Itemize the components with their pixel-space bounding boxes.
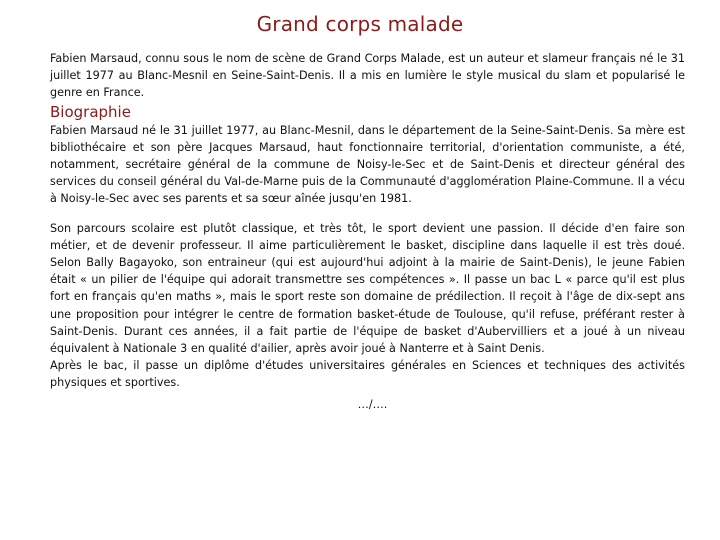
biography-paragraph-3: Après le bac, il passe un diplôme d'études universitaires générales en Sciences et techniques des activités physiques et sportives. bbox=[50, 359, 685, 390]
intro-paragraph: Fabien Marsaud, connu sous le nom de scène de Grand Corps Malade, est un auteur et slameur français né le 31 juillet 1977 au Blanc-Mesnil en Seine-Saint-Denis. Il a mis en lumière le style musical du slam et popularisé le genre en France. bbox=[50, 52, 685, 100]
biography-paragraph-2: Son parcours scolaire est plutôt classique, et très tôt, le sport devient une passion. Il décide d'en faire son métier, et de devenir professeur. Il aime particulièrement le basket, discipline dans laquelle il est très doué. Selon Bally Bagayoko, son entraineur (qui est aujourd'hui adjoint à la mairie de Saint-Denis), le jeune Fabien était « un pilier de l'équipe qui adorait transmettre ses compétences ». Il passe un bac L « parce qu'il est plus fort en français qu'en maths », mais le sport reste son domaine de prédilection. Il reçoit à l'âge de dix-sept ans une proposition pour intégrer le centre de formation basket-étude de Toulouse, qu'il refuse, préférant rester à Saint-Denis. Durant ces années, il a fait partie de l'équipe de basket d'Aubervilliers et a joué à un niveau équivalent à Nationale 3 en qualité d'ailier, après avoir joué à Nanterre et à Saint Denis. bbox=[50, 221, 685, 356]
continuation-marker: …/…. bbox=[357, 397, 388, 411]
paragraph-spacer bbox=[50, 208, 685, 220]
page-title: Grand corps malade bbox=[256, 12, 464, 36]
biography-paragraph-1: Fabien Marsaud né le 31 juillet 1977, au Blanc-Mesnil, dans le département de la Seine-Saint-Denis. Sa mère est bibliothécaire et son père Jacques Marsaud, haut fonctionnaire territorial, d'orientation communiste, a été, notamment, secrétaire général de la commune de Noisy-le-Sec et de Saint-Denis et directeur général des services du conseil général du Val-de-Marne puis de la Communauté d'agglomération Plaine-Commune. Il a vécu à Noisy-le-Sec avec ses parents et sa sœur aînée jusqu'en 1981. bbox=[50, 123, 685, 206]
document-body bbox=[50, 50, 685, 413]
section-heading: Biographie bbox=[50, 102, 131, 121]
